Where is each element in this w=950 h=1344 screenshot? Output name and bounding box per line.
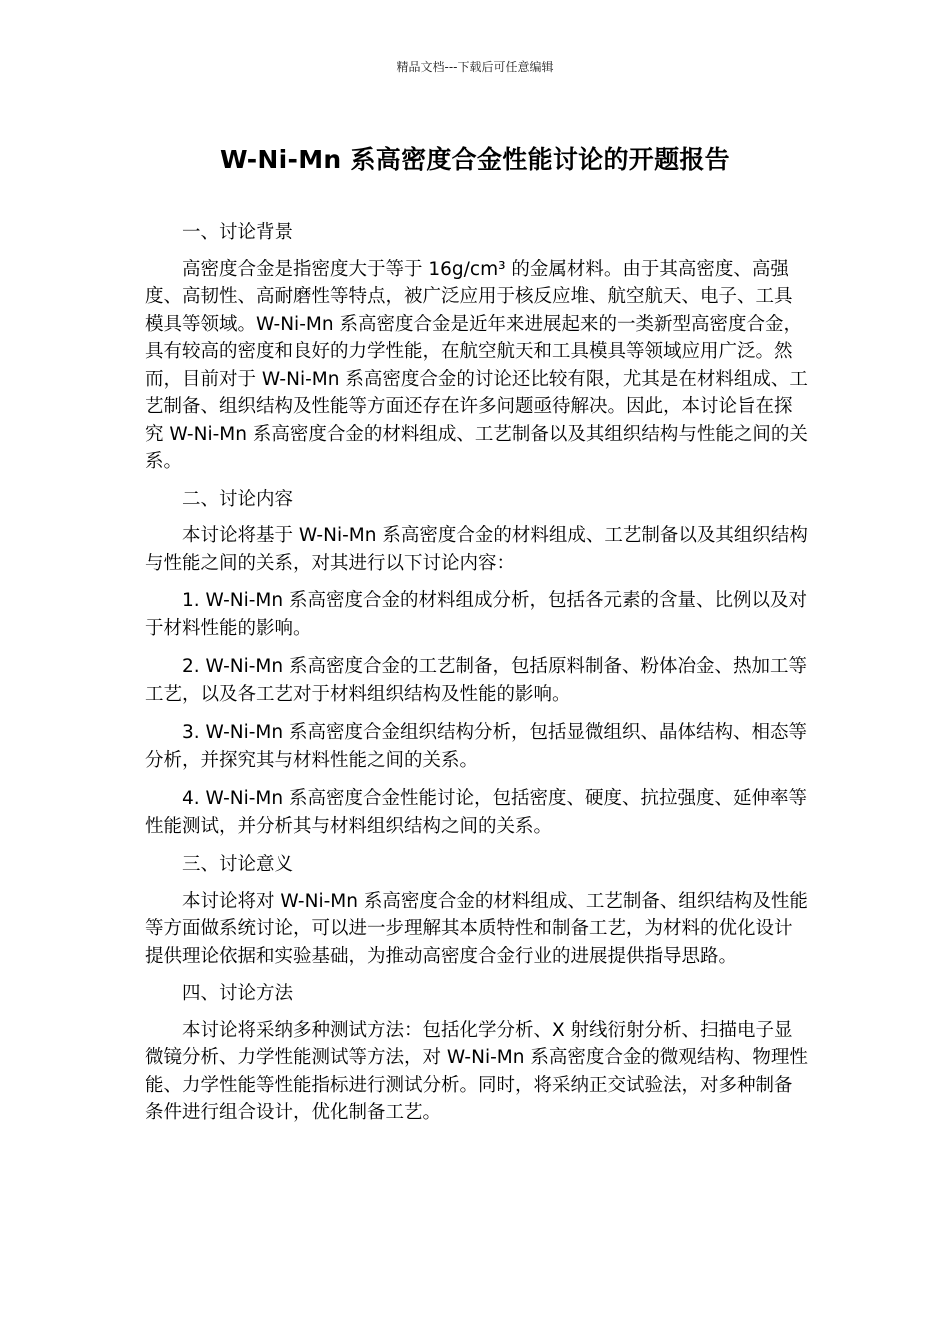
content-item-2: 2. W-Ni-Mn 系高密度合金的工艺制备，包括原料制备、粉体冶金、热加工等工艺，以及各工艺对于材料组织结构及性能的影响。 — [145, 656, 807, 705]
content-item-3: 3. W-Ni-Mn 系高密度合金组织结构分析，包括显微组织、晶体结构、相态等分析，并探究其与材料性能之间的关系。 — [145, 722, 807, 771]
section-heading-method: 四、讨论方法 — [182, 983, 294, 1004]
header-note: 精品文档---下载后可任意编辑 — [396, 60, 554, 74]
document-title: W-Ni-Mn 系高密度合金性能讨论的开题报告 — [220, 145, 730, 174]
background-paragraph: 高密度合金是指密度大于等于 16g/cm³ 的金属材料。由于其高密度、高强度、高韧性、高耐磨性等特点，被广泛应用于核反应堆、航空航天、电子、工具模具等领域。W-Ni-Mn 系高密度合金是近年来进展起来的一类新型高密度合金，具有较高的密度和良好的力学性能，在航空航天和工具模具等领域应用广泛。然而，目前对于 W-Ni-Mn 系高密度合金的讨论还比较有限，尤其是在材料组成、工艺制备、组织结构及性能等方面还存在许多问题亟待解决。因此，本讨论旨在探究 W-Ni-Mn 系高密度合金的材料组成、工艺制备以及其组织结构与性能之间的关系。 — [145, 258, 808, 472]
document-body — [145, 214, 810, 1137]
section-heading-content: 二、讨论内容 — [182, 488, 294, 510]
content-item-1: 1. W-Ni-Mn 系高密度合金的材料组成分析，包括各元素的含量、比例以及对于材料性能的影响。 — [145, 590, 807, 639]
method-paragraph: 本讨论将采纳多种测试方法：包括化学分析、X 射线衍射分析、扫描电子显微镜分析、力学性能测试等方法，对 W-Ni-Mn 系高密度合金的微观结构、物理性能、力学性能等性能指标进行测试分析。同时，将采纳正交试验法，对多种制备条件进行组合设计，优化制备工艺。 — [145, 1019, 808, 1123]
section-heading-significance: 三、讨论意义 — [182, 854, 294, 875]
section-heading-background: 一、讨论背景 — [182, 222, 294, 243]
significance-paragraph: 本讨论将对 W-Ni-Mn 系高密度合金的材料组成、工艺制备、组织结构及性能等方面做系统讨论，可以进一步理解其本质特性和制备工艺，为材料的优化设计提供理论依据和实验基础，为推动高密度合金行业的进展提供指导思路。 — [145, 890, 808, 967]
content-item-4: 4. W-Ni-Mn 系高密度合金性能讨论，包括密度、硬度、抗拉强度、延伸率等性能测试，并分析其与材料组织结构之间的关系。 — [145, 788, 807, 837]
content-intro-paragraph: 本讨论将基于 W-Ni-Mn 系高密度合金的材料组成、工艺制备以及其组织结构与性能之间的关系，对其进行以下讨论内容： — [145, 525, 808, 574]
